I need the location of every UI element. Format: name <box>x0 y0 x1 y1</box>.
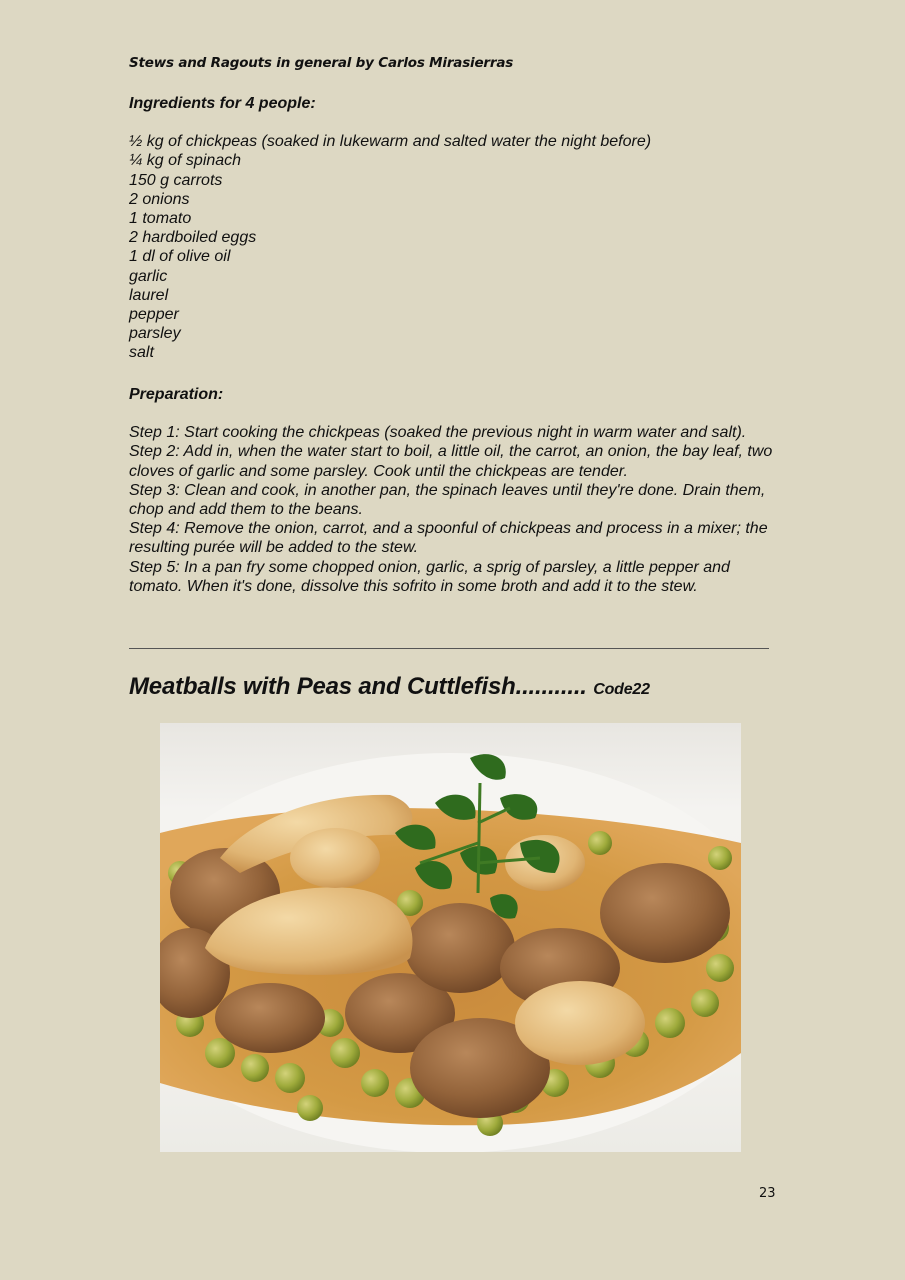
ingredient-item: salt <box>129 344 154 362</box>
preparation-steps <box>129 423 779 596</box>
recipe-code: Code22 <box>593 681 650 698</box>
stew-illustration <box>160 723 741 1152</box>
recipe-title <box>129 673 650 701</box>
preparation-step: Step 4: Remove the onion, carrot, and a spoonful of chickpeas and process in a mixer; the resulting purée will be added to the stew. <box>129 520 768 557</box>
ingredient-item: 2 onions <box>129 190 190 208</box>
recipe-title-text: Meatballs with Peas and Cuttlefish........... <box>129 673 587 700</box>
section-divider <box>129 648 769 649</box>
running-head: Stews and Ragouts in general by Carlos Mirasierras <box>129 55 514 71</box>
ingredient-item: ¼ kg of spinach <box>129 152 242 170</box>
ingredient-item: pepper <box>129 306 179 324</box>
preparation-step: Step 1: Start cooking the chickpeas (soaked the previous night in warm water and salt). <box>129 424 747 442</box>
preparation-step: Step 3: Clean and cook, in another pan, the spinach leaves until they're done. Drain them, chop and add them to the beans. <box>129 481 766 519</box>
ingredient-item: garlic <box>129 267 168 285</box>
ingredient-item: 1 tomato <box>129 210 192 228</box>
preparation-step: Step 5: In a pan fry some chopped onion, garlic, a sprig of parsley, a little pepper and tomato. When it's done, dissolve this sofrito in some broth and add it to the stew. <box>129 558 730 595</box>
ingredients-list <box>129 132 779 362</box>
ingredient-item: 150 g carrots <box>129 171 223 189</box>
ingredient-item: parsley <box>129 325 181 343</box>
ingredient-item: ½ kg of chickpeas (soaked in lukewarm and salted water the night before) <box>129 133 652 151</box>
preparation-step: Step 2: Add in, when the water start to boil, a little oil, the carrot, an onion, the bay leaf, two cloves of garlic and some parsley. Cook until the chickpeas are tender. <box>129 443 773 480</box>
ingredient-item: 1 dl of olive oil <box>129 248 231 266</box>
recipe-photo <box>160 723 741 1152</box>
preparation-heading: Preparation: <box>129 386 224 403</box>
preparation-section <box>129 385 779 596</box>
ingredients-heading: Ingredients for 4 people: <box>129 95 316 112</box>
page-number: 23 <box>759 1186 776 1201</box>
ingredients-section <box>129 94 779 363</box>
ingredient-item: 2 hardboiled eggs <box>129 229 257 247</box>
ingredient-item: laurel <box>129 286 169 304</box>
